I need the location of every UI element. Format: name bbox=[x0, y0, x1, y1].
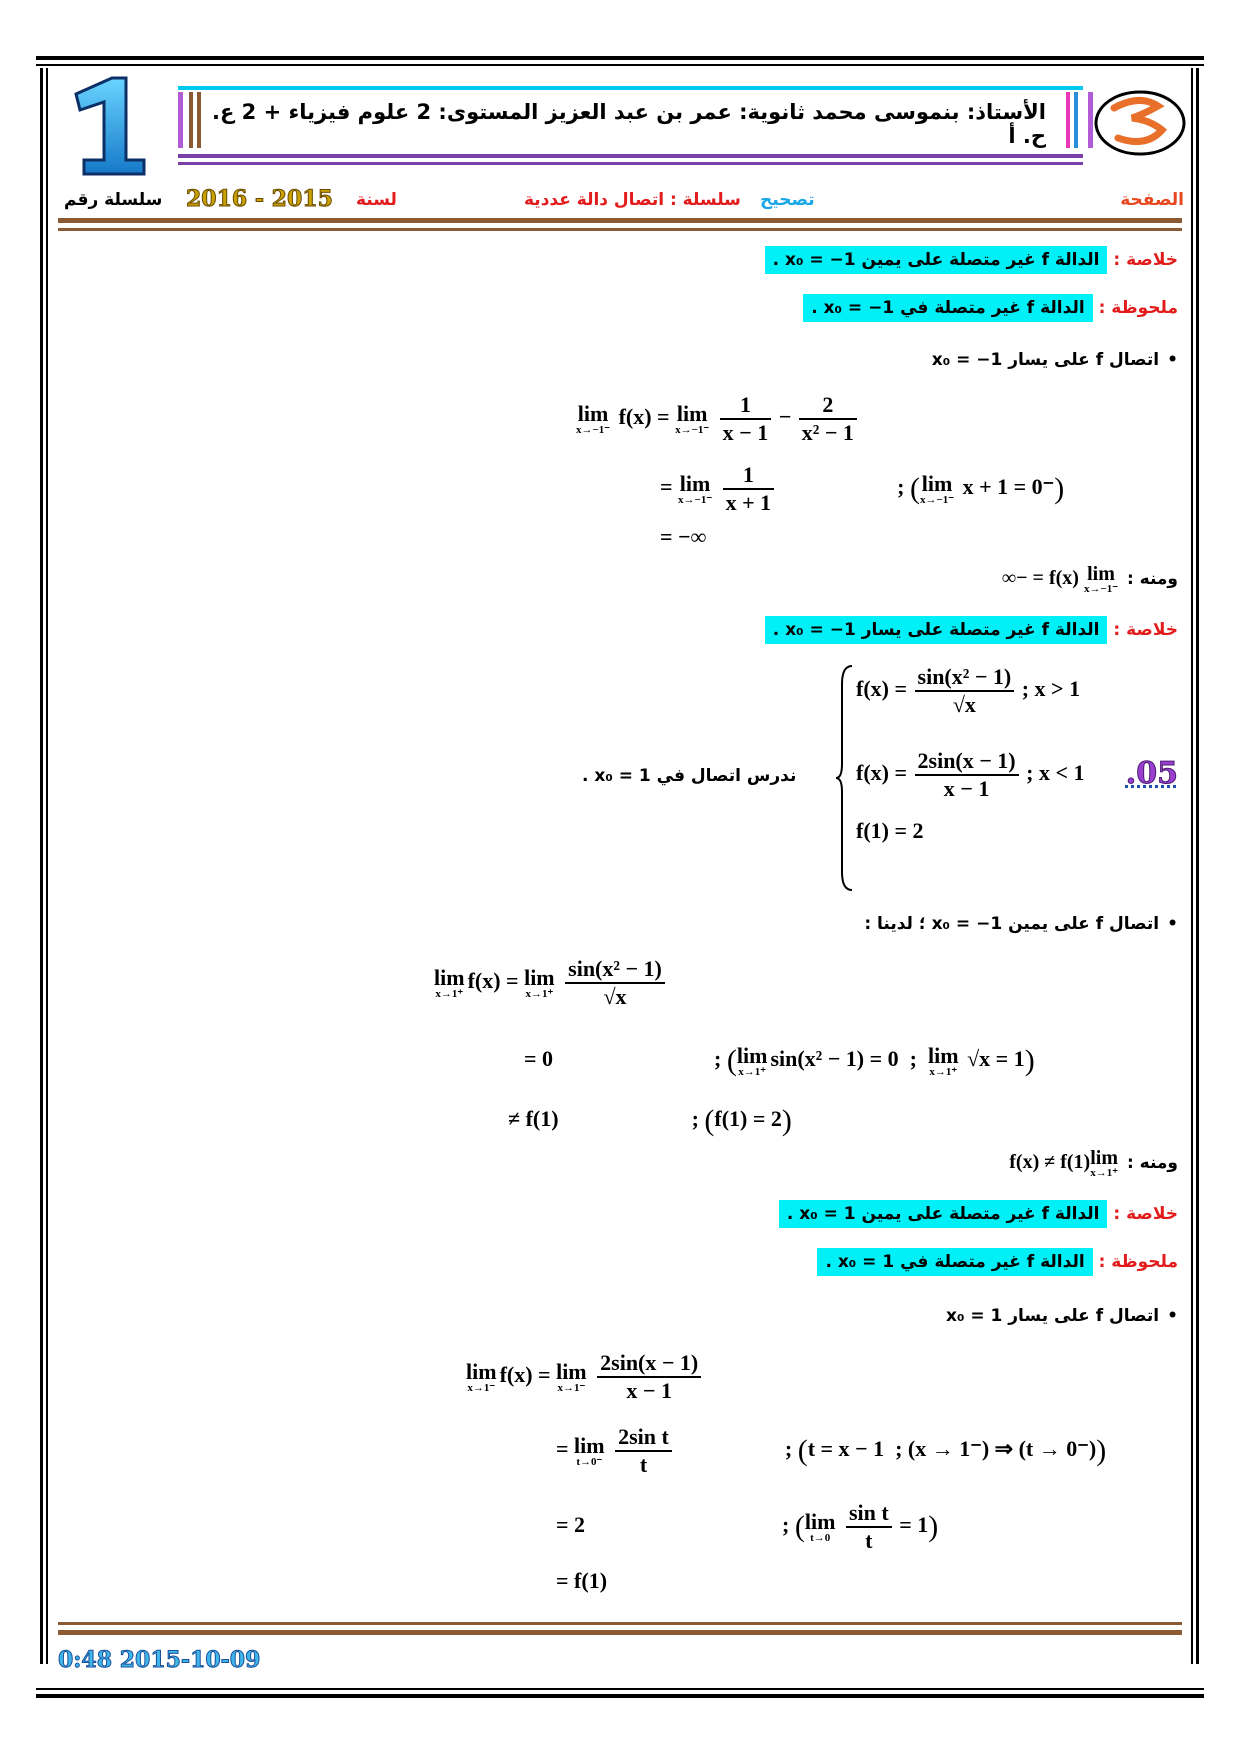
summary-label: خلاصة : bbox=[1113, 250, 1178, 270]
summary-text: الدالة f غير متصلة على يمين x₀ = 1 . bbox=[779, 1200, 1108, 1228]
note-label: ملحوظة : bbox=[1098, 1252, 1178, 1272]
frame-right-inner bbox=[1191, 68, 1193, 1664]
summary-label: خلاصة : bbox=[1113, 1204, 1178, 1224]
equation-2-line-1: lim x→1⁺ f(x) = lim x→1⁺ $\frac{\text{sin(x² − 1)}}{√x}$ bbox=[434, 956, 667, 1010]
therefore-1: ومنه : lim x→−1⁻ f(x) = −∞ bbox=[1001, 563, 1178, 595]
footer-brown-rule-2 bbox=[58, 1630, 1182, 1635]
summary-label: خلاصة : bbox=[1113, 620, 1178, 640]
correction-word: تصحيح bbox=[760, 190, 815, 210]
note-2 bbox=[817, 1252, 1178, 1272]
therefore-2: ومنه : lim x→1⁺ f(x) ≠ f(1) bbox=[1009, 1147, 1178, 1179]
summary-text: الدالة f غير متصلة على يمين 1− = x₀ . bbox=[765, 246, 1108, 274]
summary-2 bbox=[765, 620, 1178, 640]
summary-3 bbox=[779, 1204, 1178, 1224]
bullet-left-limit-one: • اتصال f على يسار x₀ = 1 bbox=[946, 1306, 1178, 1326]
summary-text: الدالة f غير متصلة على يسار 1− = x₀ . bbox=[765, 616, 1108, 644]
therefore-label: ومنه : bbox=[1126, 1153, 1178, 1174]
study-statement: ندرس اتصال في x₀ = 1 . bbox=[582, 766, 797, 786]
piecewise-case-1: f(x) = $\frac{\text{sin(x² − 1)}}{√x}$ ; x > 1 bbox=[856, 664, 1081, 717]
header-purple-line-2 bbox=[178, 162, 1083, 165]
equation-3-line-1: lim x→1⁻ f(x) = lim x→1⁻ $\frac{2\sin(x - 1)}{x - 1}$ bbox=[466, 1350, 703, 1404]
note-text: الدالة f غير متصلة في x₀ = 1 . bbox=[817, 1248, 1092, 1276]
frame-bottom-thin bbox=[36, 1688, 1204, 1690]
frame-left-inner bbox=[46, 68, 48, 1664]
header-brown-rule-1 bbox=[58, 218, 1182, 223]
page-title: الأستاذ: بنموسى محمد ثانوية: عمر بن عبد العزيز المستوى: 2 علوم فيزياء + 2 ع. ح. أ bbox=[212, 100, 1046, 148]
equation-2-line-3: ≠ f(1) ; (f(1) = 2) bbox=[508, 1104, 792, 1137]
year-label: لسنة bbox=[356, 190, 397, 210]
equation-1-line-2: = lim x→−1⁻ $\frac{1}{x + 1}$ ; (lim x→−1⁻ x + 1 = 0⁻) bbox=[660, 462, 1065, 515]
bullet-left-limit-minus-one: • اتصال f على يسار 1− = x₀ bbox=[932, 350, 1178, 370]
frame-top-thin bbox=[36, 64, 1204, 66]
author-logo bbox=[1092, 88, 1188, 158]
piecewise-brace bbox=[836, 664, 854, 892]
header-cyan-line bbox=[178, 86, 1083, 90]
exercise-number: .05 bbox=[1125, 756, 1178, 791]
equation-1-line-1: lim x→−1⁻ f(x) = lim x→−1⁻ $\frac{1}{x - 1}$ − $\frac{2}{\text{x² − 1}}$ bbox=[576, 392, 859, 446]
equation-3-line-2: = lim t→0⁻ $\frac{\text{2sin t}}{t}$ ; (t = x − 1 ; (x → 1⁻) ⇒ (t → 0⁻)) bbox=[556, 1424, 1107, 1477]
equation-3-line-3: = 2 ; (lim t→0 $\frac{\text{sin t}}{t}$ = 1) bbox=[556, 1500, 939, 1553]
equation-2-line-2: = 0 ; (lim x→1⁺ sin(x² − 1) = 0 ; lim x→1⁺ √x = 1) bbox=[524, 1042, 1035, 1078]
piecewise-case-2: f(x) = $\frac{2\sin(x - 1)}{x - 1}$ ; x < 1 bbox=[856, 748, 1085, 801]
piecewise-case-3: f(1) = 2 bbox=[856, 818, 924, 843]
note-1 bbox=[803, 298, 1178, 318]
series-label: سلسلة رقم bbox=[64, 190, 163, 210]
therefore-label: ومنه : bbox=[1126, 569, 1178, 590]
note-text: الدالة f غير متصلة في 1− = x₀ . bbox=[803, 294, 1092, 322]
frame-top-thick bbox=[36, 56, 1204, 60]
year-value: 2016 - 2015 bbox=[186, 186, 333, 212]
footer-brown-rule-1 bbox=[58, 1622, 1182, 1625]
note-label: ملحوظة : bbox=[1098, 298, 1178, 318]
equation-1-line-3: = −∞ bbox=[660, 524, 707, 549]
header-brown-rule-2 bbox=[58, 228, 1182, 231]
series-number-logo bbox=[64, 74, 154, 184]
page-label: الصفحة bbox=[1120, 190, 1184, 210]
header-title-box bbox=[178, 92, 1093, 148]
frame-bottom-thick bbox=[36, 1694, 1204, 1698]
header-purple-line-1 bbox=[178, 154, 1083, 158]
equation-3-line-4: = f(1) bbox=[556, 1568, 608, 1593]
series-title: سلسلة : اتصال دالة عددية bbox=[524, 190, 741, 210]
bullet-right-limit-one: • اتصال f على يمين 1− = x₀ ؛ لدينا : bbox=[864, 914, 1178, 934]
frame-left bbox=[40, 68, 43, 1664]
footer-timestamp: 0:48 2015-10-09 bbox=[58, 1647, 261, 1673]
frame-right bbox=[1196, 68, 1199, 1664]
summary-1 bbox=[765, 250, 1178, 270]
